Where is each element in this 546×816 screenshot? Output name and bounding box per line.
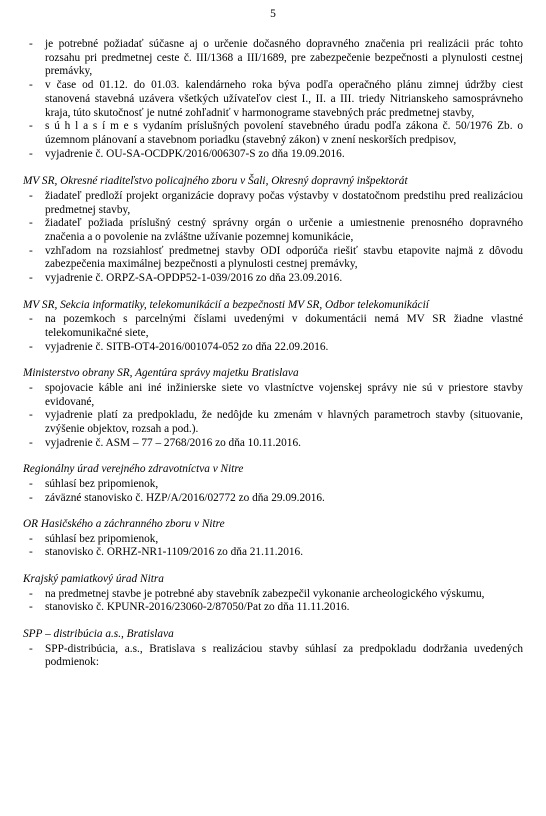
list-item-text: spojovacie káble ani iné inžinierske siete vo vlastníctve vojenskej správy nie sú v priestore stavby evidované, [45,381,523,408]
list-item [23,478,523,492]
bullet-list [23,313,523,354]
list-item [23,38,523,79]
list-item [23,190,523,217]
list-item-text: súhlasí bez pripomienok, [45,477,159,490]
bullet-dash: - [29,147,33,160]
bullet-dash: - [29,436,33,449]
section [23,463,523,505]
bullet-dash: - [29,244,33,257]
list-item-text: stanovisko č. KPUNR-2016/23060-2/87050/Pat zo dňa 11.11.2016. [45,601,350,614]
list-item [23,588,523,602]
list-item [23,120,523,147]
list-item [23,409,523,436]
list-item-text: na predmetnej stavbe je potrebné aby stavebník zabezpečil vykonanie archeologického výskumu, [45,587,485,600]
list-item-text: vyjadrenie č. SITB-OT4-2016/001074-052 zo dňa 22.09.2016. [45,340,329,353]
list-item-text: vyjadrenie č. ORPZ-SA-OPDP52-1-039/2016 zo dňa 23.09.2016. [45,272,343,285]
bullet-list [23,382,523,451]
bullet-dash: - [29,340,33,353]
bullet-dash: - [29,587,33,600]
bullet-dash: - [29,491,33,504]
bullet-list [23,533,523,560]
section-heading: OR Hasičského a záchranného zboru v Nitre [23,518,225,531]
bullet-dash: - [29,381,33,394]
list-item [23,601,523,615]
section [23,38,523,161]
bullet-dash: - [29,601,33,614]
section [23,628,523,670]
list-item [23,492,523,506]
list-item [23,148,523,162]
bullet-dash: - [29,120,33,133]
page-number: 5 [270,8,276,20]
bullet-dash: - [29,217,33,230]
section-heading: Regionálny úrad verejného zdravotníctva v Nitre [23,463,244,476]
list-item [23,643,523,670]
bullet-list [23,588,523,615]
section-heading: Krajský pamiatkový úrad Nitra [23,573,164,586]
list-item [23,272,523,286]
list-item-text: žiadateľ predloží projekt organizácie dopravy počas výstavby v dostatočnom predstihu pred realizáciou predmetnej stavby, [45,189,523,216]
bullet-dash: - [29,189,33,202]
section-heading: Ministerstvo obrany SR, Agentúra správy majetku Bratislava [23,367,299,380]
section [23,518,523,560]
list-item-text: súhlasí bez pripomienok, [45,532,159,545]
list-item-text: vzhľadom na rozsiahlosť predmetnej stavby ODI odporúča riešiť stavbu etapovite najmä z dôvodu zabezpečenia maximálnej bezpečnosti a plynulosti cestnej premávky, [45,244,523,271]
bullet-dash: - [29,79,33,92]
list-item-text: žiadateľ požiada príslušný cestný správny orgán o určenie a umiestnenie prenosného dopravného značenia a o povolenie na zvláštne užívanie pozemnej komunikácie, [45,217,523,243]
list-item [23,79,523,120]
section [23,367,523,450]
document-body [23,38,523,683]
list-item [23,437,523,451]
bullet-list [23,643,523,670]
list-item-text: stanovisko č. ORHZ-NR1-1109/2016 zo dňa 21.11.2016. [45,546,304,559]
list-item-text: vyjadrenie č. OU-SA-OCDPK/2016/006307-S zo dňa 19.09.2016. [45,147,345,160]
bullet-dash: - [29,313,33,326]
bullet-dash: - [29,272,33,285]
list-item-text: záväzné stanovisko č. HZP/A/2016/02772 zo dňa 29.09.2016. [45,491,325,504]
bullet-dash: - [29,409,33,422]
list-item-text: vyjadrenie č. ASM – 77 – 2768/2016 zo dňa 10.11.2016. [45,436,301,449]
list-item-text: v čase od 01.12. do 01.03. kalendárneho roka býva podľa operačného plánu zimnej údržby ciest stanovená stavebná uzávera všetkých užívateľov ciest I., II. a III. triedy Nitrianskeho samosprávneho kraja, túto skutočnosť je nutné zohľadniť v harmonograme stavebných prác predmetnej stavby, [45,79,523,119]
list-item-text: na pozemkoch s parcelnými číslami uvedenými v dokumentácii nemá MV SR žiadne vlastné telekomunikačné siete, [45,313,523,339]
list-item-text: s ú h l a s í m e s vydaním príslušných povolení stavebného úradu podľa zákona č. 50/1976 Zb. o územnom plánovaní a stavebnom poriadku (stavebný zákon) v znení neskorších predpisov, [45,120,523,146]
list-item [23,245,523,272]
bullet-dash: - [29,532,33,545]
bullet-list [23,478,523,505]
bullet-list [23,190,523,286]
section [23,573,523,615]
list-item [23,533,523,547]
list-item [23,313,523,340]
section [23,299,523,355]
list-item [23,382,523,409]
section-heading: MV SR, Sekcia informatiky, telekomunikácií a bezpečnosti MV SR, Odbor telekomunikácií [23,298,429,311]
list-item [23,341,523,355]
section [23,175,523,285]
bullet-list [23,38,523,161]
bullet-dash: - [29,477,33,490]
bullet-dash: - [29,38,33,50]
bullet-dash: - [29,642,33,655]
list-item-text: vyjadrenie platí za predpokladu, že nedôjde ku zmenám v hlavných parametroch stavby (situovanie, zvýšenie objektov, rozsah a pod.). [45,409,523,435]
list-item-text: je potrebné požiadať súčasne aj o určenie dočasného dopravného značenia pri realizácii prác tohto rozsahu pri predmetnej ceste č. III/1368 a III/1689, pre zabezpečenie bezpečnosti a plynulosti cestnej premávky, [45,38,523,78]
section-heading: SPP – distribúcia a.s., Bratislava [23,628,174,641]
section-heading: MV SR, Okresné riaditeľstvo policajného zboru v Šali, Okresný dopravný inšpektorát [23,175,408,188]
list-item-text: SPP-distribúcia, a.s., Bratislava s realizáciou stavby súhlasí za predpokladu dodržania uvedených podmienok: [45,642,523,669]
list-item [23,546,523,560]
list-item [23,217,523,244]
bullet-dash: - [29,546,33,559]
